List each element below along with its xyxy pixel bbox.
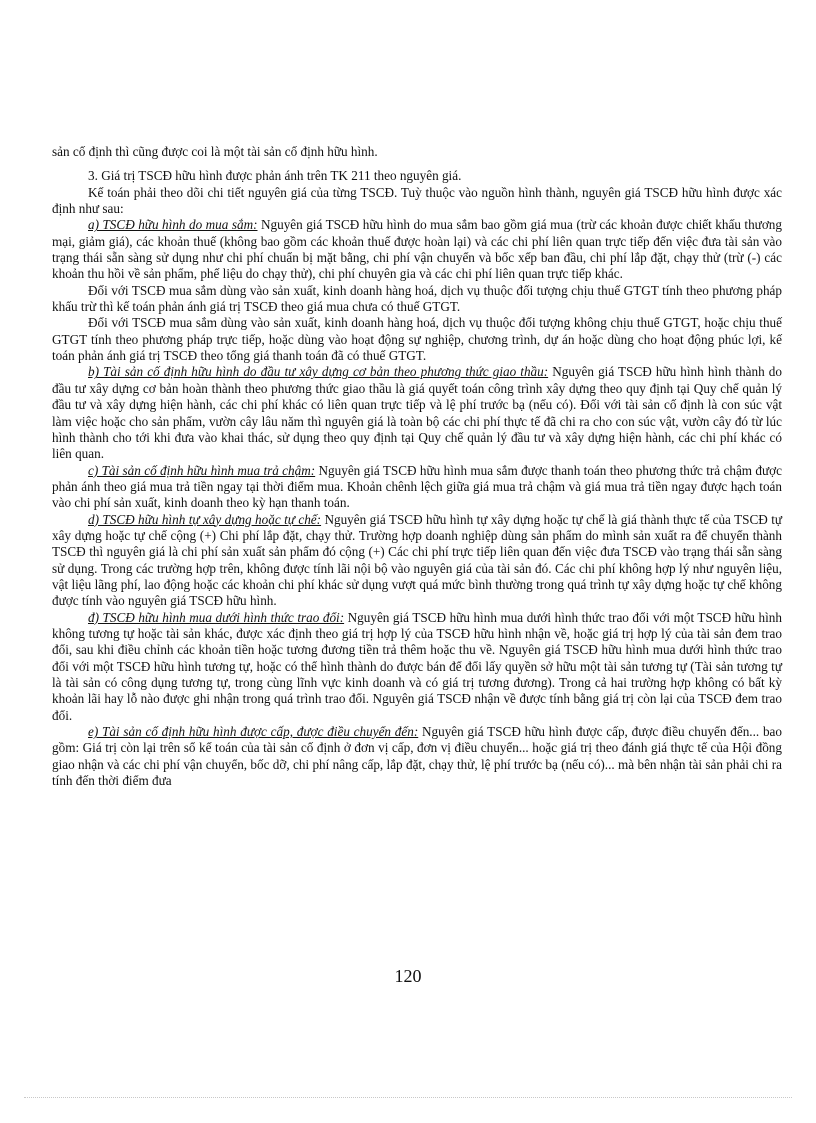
text-c: Nguyên giá TSCĐ hữu hình mua sắm được thanh toán theo phương thức trả chậm được phản ánh theo giá mua trả tiền ngay tại thời điểm mua. Khoản chênh lệch giữa giá mua trả chậm và giá mua trả tiền ngay được hạch toán vào chi phí sản xuất, kinh doanh theo kỳ hạn thanh toán. [52, 462, 782, 511]
heading-c: c) Tài sản cố định hữu hình mua trả chậm: [88, 462, 316, 478]
intro-paragraph: sản cố định thì cũng được coi là một tài sản cố định hữu hình. [52, 144, 378, 159]
heading-d: d) TSCĐ hữu hình tự xây dựng hoặc tự chế: [88, 511, 322, 527]
paragraph-c [52, 463, 782, 512]
paragraph-b [52, 364, 782, 462]
heading-b: b) Tài sản cố định hữu hình do đầu tư xây dựng cơ bản theo phương thức giao thầu: [88, 364, 549, 380]
heading-dd: đ) TSCĐ hữu hình mua dưới hình thức trao đổi: [88, 609, 345, 625]
heading-e: e) Tài sản cố định hữu hình được cấp, được điều chuyển đến: [88, 724, 419, 740]
section-3-heading: 3. Giá trị TSCĐ hữu hình được phản ánh trên TK 211 theo nguyên giá. [88, 168, 462, 184]
paragraph-overview: Kế toán phải theo dõi chi tiết nguyên giá của từng TSCĐ. Tuỳ thuộc vào nguồn hình thành, nguyên giá TSCĐ hữu hình được xác định như sau: [52, 184, 782, 217]
page-number: 120 [394, 966, 422, 986]
text-e: Nguyên giá TSCĐ hữu hình được cấp, được điều chuyển đến... bao gồm: Giá trị còn lại trên sổ kế toán của tài sản cố định ở đơn vị cấp, đơn vị điều chuyển... hoặc giá trị theo đánh giá thực tế của Hội đồng giao nhận và các chi phí vận chuyển, bốc dỡ, chi phí nâng cấp, lắp đặt, chạy thử, lệ phí trước bạ (nếu có)... mà bên nhận tài sản phải chi ra tính đến thời điểm đưa [52, 724, 782, 789]
text-b: Nguyên giá TSCĐ hữu hình hình thành do đầu tư xây dựng cơ bản hoàn thành theo phương thức giao thầu là giá quyết toán công trình xây dựng theo quy định tại Quy chế quản lý đầu tư và xây dựng hiện hành, các chi phí khác có liên quan trực tiếp và lệ phí trước bạ (nếu có). Đối với tài sản cố định là con súc vật làm việc hoặc cho sản phẩm, vườn cây lâu năm thì nguyên giá là toàn bộ các chi phí thực tế đã chi ra cho con súc vật, vườn cây đó từ lúc hình thành cho tới khi đưa vào khai thác, sử dụng theo quy định tại Quy chế quản lý đầu tư và xây dựng hiện hành, các chi phí khác có liên quan. [52, 364, 782, 462]
paragraph-dd [52, 610, 782, 724]
text-a: Nguyên giá TSCĐ hữu hình do mua sắm bao gồm giá mua (trừ các khoản được chiết khấu thương mại, giảm giá), các khoản thuế (không bao gồm các khoản thuế được hoàn lại) và các chi phí liên quan trực tiếp đến việc đưa tài sản vào trạng thái sẵn sàng sử dụng như chi phí chuẩn bị mặt bằng, chi phí vận chuyển và bốc xếp ban đầu, chi phí lắp đặt, chạy thử (trừ (-) các khoản thu hồi về sản phẩm, phế liệu do chạy thử), chi phí chuyên gia và các chi phí liên quan trực tiếp khác. [52, 217, 782, 282]
paragraph-a [52, 217, 782, 282]
paragraph-a-vat-direct: Đối với TSCĐ mua sắm dùng vào sản xuất, kinh doanh hàng hoá, dịch vụ thuộc đối tượng không chịu thuế GTGT, hoặc chịu thuế GTGT tính theo phương pháp trực tiếp, hoặc dùng vào hoạt động sự nghiệp, chương trình, dự án hoặc dùng cho hoạt động phúc lợi, kế toán phản ánh giá trị TSCĐ theo tổng giá thanh toán đã có thuế GTGT. [52, 315, 782, 364]
text-dd: Nguyên giá TSCĐ hữu hình mua dưới hình thức trao đổi với một TSCĐ hữu hình không tương tự hoặc tài sản khác, được xác định theo giá trị hợp lý của TSCĐ hữu hình nhận về, hoặc giá trị hợp lý của tài sản đem trao đổi, sau khi điều chỉnh các khoản tiền hoặc tương đương tiền trả thêm hoặc thu về. Nguyên giá TSCĐ hữu hình mua dưới hình thức trao đổi với một TSCĐ hữu hình tương tự, hoặc có thể hình thành do được bán để đổi lấy quyền sở hữu một tài sản tương tự (Tài sản tương tự là tài sản có công dụng tương tự, trong cùng lĩnh vực kinh doanh và có giá trị tương đương). Trong cả hai trường hợp không có bất kỳ khoản lãi hay lỗ nào được ghi nhận trong quá trình trao đổi. Nguyên giá TSCĐ nhận về được tính bằng giá trị còn lại của TSCĐ đem trao đổi. [52, 609, 782, 723]
document-body [52, 144, 782, 789]
text-d: Nguyên giá TSCĐ hữu hình tự xây dựng hoặc tự chế là giá thành thực tế của TSCĐ tự xây dựng hoặc tự chế cộng (+) Chi phí lắp đặt, chạy thử. Trường hợp doanh nghiệp dùng sản phẩm do mình sản xuất ra để chuyển thành TSCĐ thì nguyên giá là chi phí sản xuất sản phẩm đó cộng (+) Các chi phí trực tiếp liên quan đến việc đưa TSCĐ vào trạng thái sẵn sàng sử dụng. Trong các trường hợp trên, không được tính lãi nội bộ vào nguyên giá của tài sản đó. Các chi phí không hợp lý như nguyên liệu, vật liệu lãng phí, lao động hoặc các khoản chi phí khác sử dụng vượt quá mức bình thường trong quá trình tự xây dựng hoặc tự chế không được tính vào nguyên giá TSCĐ hữu hình. [52, 511, 783, 609]
paragraph-d [52, 512, 782, 610]
paragraph-e [52, 724, 782, 789]
paragraph-a-vat-deductible: Đối với TSCĐ mua sắm dùng vào sản xuất, kinh doanh hàng hoá, dịch vụ thuộc đối tượng chịu thuế GTGT tính theo phương pháp khấu trừ thì kế toán phản ánh giá trị TSCĐ theo giá mua chưa có thuế GTGT. [52, 282, 782, 315]
heading-a: a) TSCĐ hữu hình do mua sắm: [88, 217, 258, 233]
footer-divider [24, 1097, 792, 1098]
